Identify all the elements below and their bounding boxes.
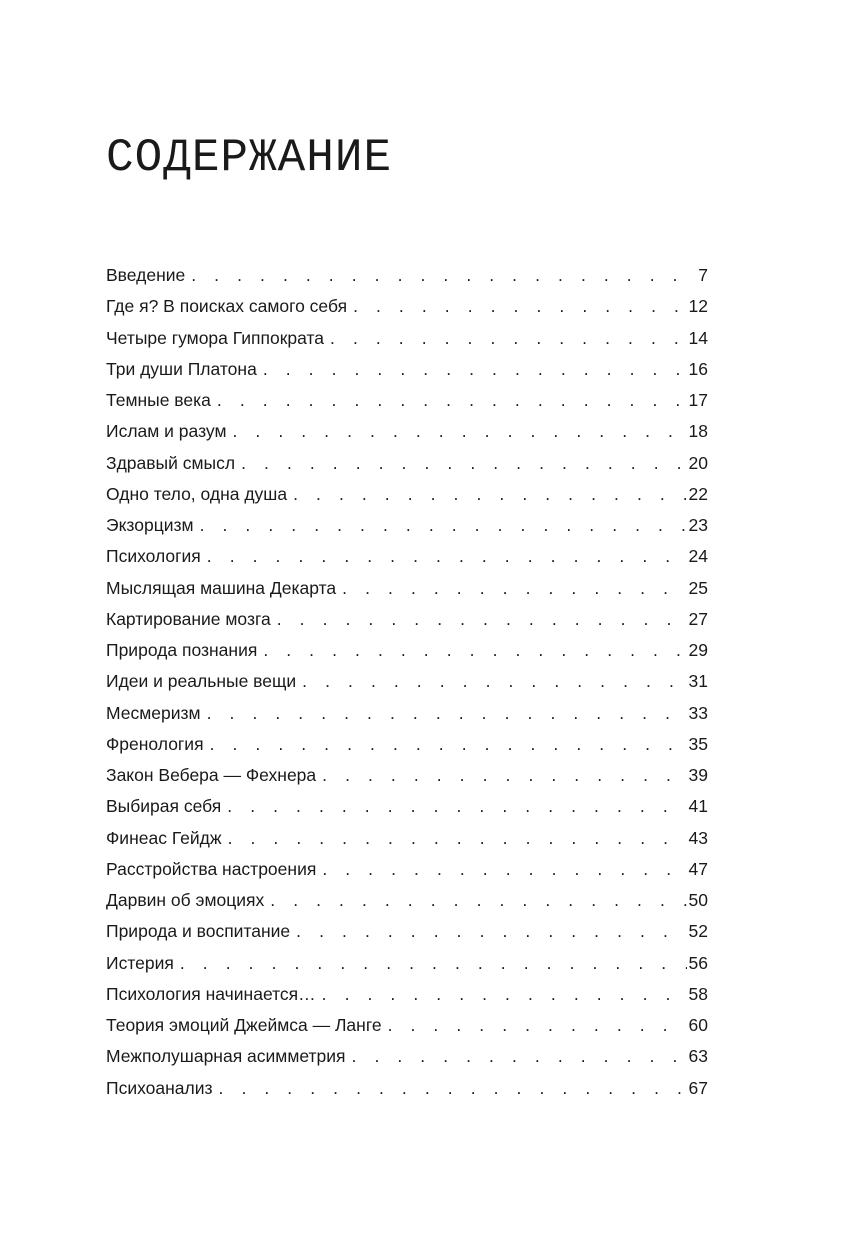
dot-leader bbox=[241, 448, 686, 479]
dot-leader bbox=[263, 635, 686, 666]
toc-entry-title: Истерия bbox=[106, 952, 174, 973]
toc-entry-title: Расстройства настроения bbox=[106, 858, 317, 879]
toc-entry-title: Три души Платона bbox=[106, 358, 257, 379]
toc-entry-title: Мыслящая машина Декарта bbox=[106, 577, 337, 598]
toc-entry-page: 52 bbox=[688, 921, 708, 942]
dot-leader bbox=[353, 291, 686, 322]
toc-entry bbox=[106, 729, 708, 760]
toc-entry-page: 22 bbox=[688, 483, 708, 504]
toc-entry-title: Здравый смысл bbox=[106, 452, 236, 473]
dot-leader bbox=[263, 354, 687, 385]
dot-leader bbox=[330, 323, 687, 354]
toc-entry-page: 63 bbox=[688, 1046, 708, 1067]
dot-leader bbox=[232, 416, 686, 447]
toc-entry-title: Межполушарная асимметрия bbox=[106, 1046, 346, 1067]
dot-leader bbox=[227, 791, 686, 822]
dot-leader bbox=[322, 760, 686, 791]
dot-leader bbox=[270, 885, 686, 916]
toc-entry bbox=[106, 1073, 708, 1104]
toc-entry bbox=[106, 541, 708, 572]
toc-entry bbox=[106, 916, 708, 947]
toc-entry bbox=[106, 760, 708, 791]
toc-entry-title: Выбирая себя bbox=[106, 796, 222, 817]
dot-leader bbox=[302, 666, 686, 697]
toc-entry bbox=[106, 510, 708, 541]
toc-entry-page: 39 bbox=[688, 765, 708, 785]
toc-entry-title: Закон Вебера — Фехнера bbox=[106, 765, 317, 785]
toc-entry-title: Темные века bbox=[106, 390, 211, 410]
toc-entry bbox=[106, 635, 708, 666]
toc-entry-page: 24 bbox=[688, 546, 708, 567]
toc-entry-title: Финеас Гейдж bbox=[106, 827, 222, 848]
toc-entry-title: Введение bbox=[106, 265, 186, 285]
dot-leader bbox=[217, 385, 687, 416]
dot-leader bbox=[210, 729, 687, 760]
toc-entry bbox=[106, 823, 708, 854]
dot-leader bbox=[228, 823, 687, 854]
toc-entry bbox=[106, 1010, 708, 1041]
toc-entry-title: Идеи и реальные вещи bbox=[106, 671, 297, 692]
toc-entry bbox=[106, 791, 708, 822]
toc-entry-title: Картирование мозга bbox=[106, 608, 271, 629]
toc-entry bbox=[106, 604, 708, 635]
toc-entry-title: Четыре гумора Гиппократа bbox=[106, 327, 325, 348]
toc-entry-title: Природа и воспитание bbox=[106, 921, 291, 942]
toc-entry-page: 47 bbox=[688, 858, 708, 879]
toc-entry-page: 17 bbox=[688, 390, 708, 410]
toc-entry bbox=[106, 666, 708, 697]
toc-entry-title: Месмеризм bbox=[106, 702, 201, 723]
dot-leader bbox=[322, 854, 686, 885]
toc-entry-page: 56 bbox=[688, 952, 708, 973]
toc-entry-page: 50 bbox=[688, 890, 708, 910]
dot-leader bbox=[180, 948, 687, 979]
toc-entry-title: Френология bbox=[106, 733, 204, 754]
dot-leader bbox=[207, 541, 687, 572]
dot-leader bbox=[207, 698, 687, 729]
toc-entry-title: Одно тело, одна душа bbox=[106, 483, 288, 504]
dot-leader bbox=[191, 260, 696, 291]
toc-entry bbox=[106, 1041, 708, 1072]
toc-entry-page: 20 bbox=[688, 452, 708, 473]
toc-entry bbox=[106, 448, 708, 479]
toc-entry bbox=[106, 854, 708, 885]
toc-entry-page: 41 bbox=[688, 796, 708, 817]
toc-entry-page: 7 bbox=[698, 265, 708, 285]
toc-entry-page: 27 bbox=[688, 608, 708, 629]
toc-entry-page: 43 bbox=[688, 827, 708, 848]
toc-entry bbox=[106, 479, 708, 510]
dot-leader bbox=[296, 916, 686, 947]
toc-entry bbox=[106, 573, 708, 604]
toc-entry-page: 23 bbox=[688, 515, 708, 535]
toc-entry-page: 29 bbox=[688, 640, 708, 660]
toc-entry-page: 33 bbox=[688, 702, 708, 723]
toc-entry-page: 35 bbox=[688, 733, 708, 754]
dot-leader bbox=[388, 1010, 687, 1041]
table-of-contents bbox=[106, 260, 708, 1104]
dot-leader bbox=[322, 979, 687, 1010]
toc-entry bbox=[106, 354, 708, 385]
toc-entry-title: Экзорцизм bbox=[106, 515, 194, 535]
dot-leader bbox=[219, 1073, 687, 1104]
toc-entry bbox=[106, 416, 708, 447]
toc-entry bbox=[106, 979, 708, 1010]
toc-entry-title: Где я? В поисках самого себя bbox=[106, 296, 348, 317]
toc-entry-page: 14 bbox=[688, 327, 708, 348]
toc-entry bbox=[106, 698, 708, 729]
toc-entry-page: 18 bbox=[688, 421, 708, 442]
toc-entry bbox=[106, 291, 708, 322]
dot-leader bbox=[200, 510, 687, 541]
toc-entry bbox=[106, 260, 708, 291]
toc-entry-title: Ислам и разум bbox=[106, 421, 227, 442]
toc-entry-title: Природа познания bbox=[106, 640, 258, 660]
toc-entry-page: 31 bbox=[688, 671, 708, 692]
toc-entry-page: 16 bbox=[688, 358, 708, 379]
dot-leader bbox=[277, 604, 687, 635]
toc-entry bbox=[106, 885, 708, 916]
toc-entry-page: 25 bbox=[688, 577, 708, 598]
toc-entry-page: 12 bbox=[688, 296, 708, 317]
page-title: СОДЕРЖАНИЕ bbox=[106, 132, 393, 184]
toc-entry-title: Психология начинается… bbox=[106, 983, 316, 1004]
toc-entry-page: 58 bbox=[688, 983, 708, 1004]
toc-entry bbox=[106, 323, 708, 354]
toc-entry-page: 67 bbox=[688, 1077, 708, 1098]
toc-entry-page: 60 bbox=[688, 1015, 708, 1035]
toc-entry-title: Теория эмоций Джеймса — Ланге bbox=[106, 1015, 382, 1035]
toc-entry-title: Психология bbox=[106, 546, 201, 567]
dot-leader bbox=[342, 573, 686, 604]
toc-entry-title: Дарвин об эмоциях bbox=[106, 890, 265, 910]
toc-entry-title: Психоанализ bbox=[106, 1077, 213, 1098]
toc-entry bbox=[106, 385, 708, 416]
dot-leader bbox=[352, 1041, 687, 1072]
dot-leader bbox=[293, 479, 686, 510]
toc-entry bbox=[106, 948, 708, 979]
